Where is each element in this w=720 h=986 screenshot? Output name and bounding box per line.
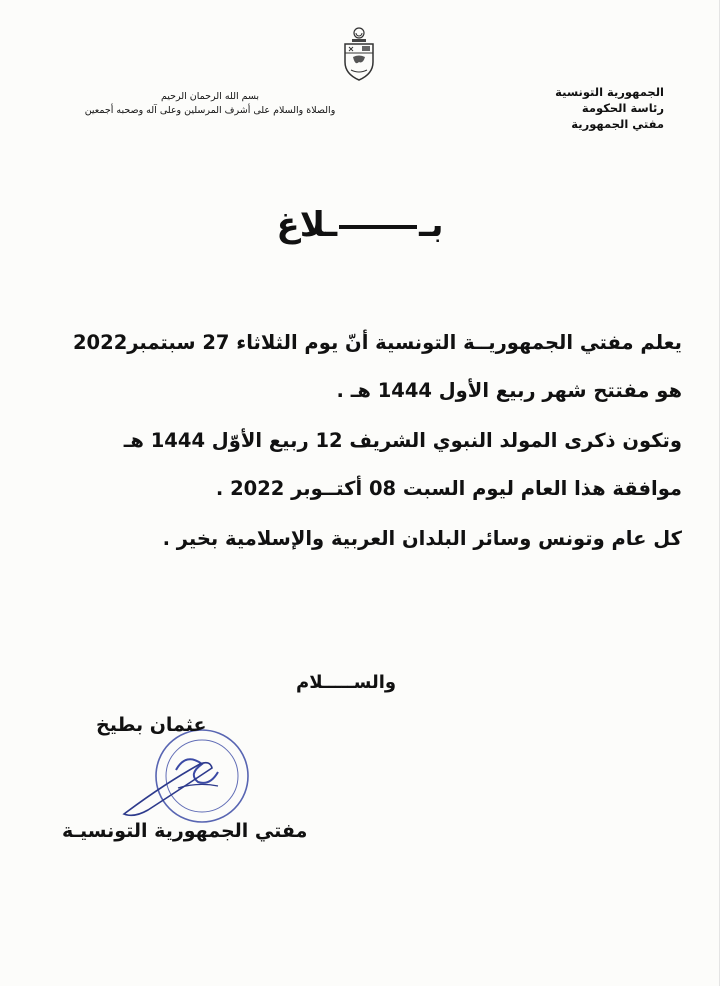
title-start: بـ	[419, 205, 444, 245]
closing-salam: والســـــلام	[296, 672, 397, 693]
page-title	[0, 205, 720, 245]
title-end: ـلاغ	[276, 205, 338, 245]
country-line: الجمهورية التونسية	[555, 85, 664, 99]
tunisia-coat-of-arms-icon	[341, 26, 377, 82]
title-kashida	[339, 225, 417, 229]
body-line-3: وتكون ذكرى المولد النبوي الشريف 12 ربيع الأوّل 1444 هـ	[123, 429, 682, 452]
institution-header	[555, 84, 664, 132]
body-line-1: يعلم مفتي الجمهوريــة التونسية أنّ يوم الثلاثاء 27 سبتمبر2022	[72, 331, 682, 354]
body-line-4: موافقة هذا العام ليوم السبت 08 أكتــوبر 2022 .	[215, 477, 682, 500]
signatory-name: عثمان بطيخ	[96, 714, 207, 736]
body-line-5: كل عام وتونس وسائر البلدان العربية والإسلامية بخير .	[162, 527, 682, 550]
basmala-header	[60, 90, 360, 118]
basmala-line: بسم الله الرحمان الرحيم	[160, 91, 260, 102]
mufti-line: مفتي الجمهورية	[571, 117, 664, 131]
body-line-2: هو مفتتح شهر ربيع الأول 1444 هـ .	[336, 379, 682, 402]
government-line: رئاسة الحكومة	[581, 101, 664, 115]
signatory-title: مفتي الجمهورية التونسيـة	[62, 820, 308, 842]
salat-line: والصلاة والسلام على أشرف المرسلين وعلى آله وصحبه أجمعين	[84, 105, 336, 116]
